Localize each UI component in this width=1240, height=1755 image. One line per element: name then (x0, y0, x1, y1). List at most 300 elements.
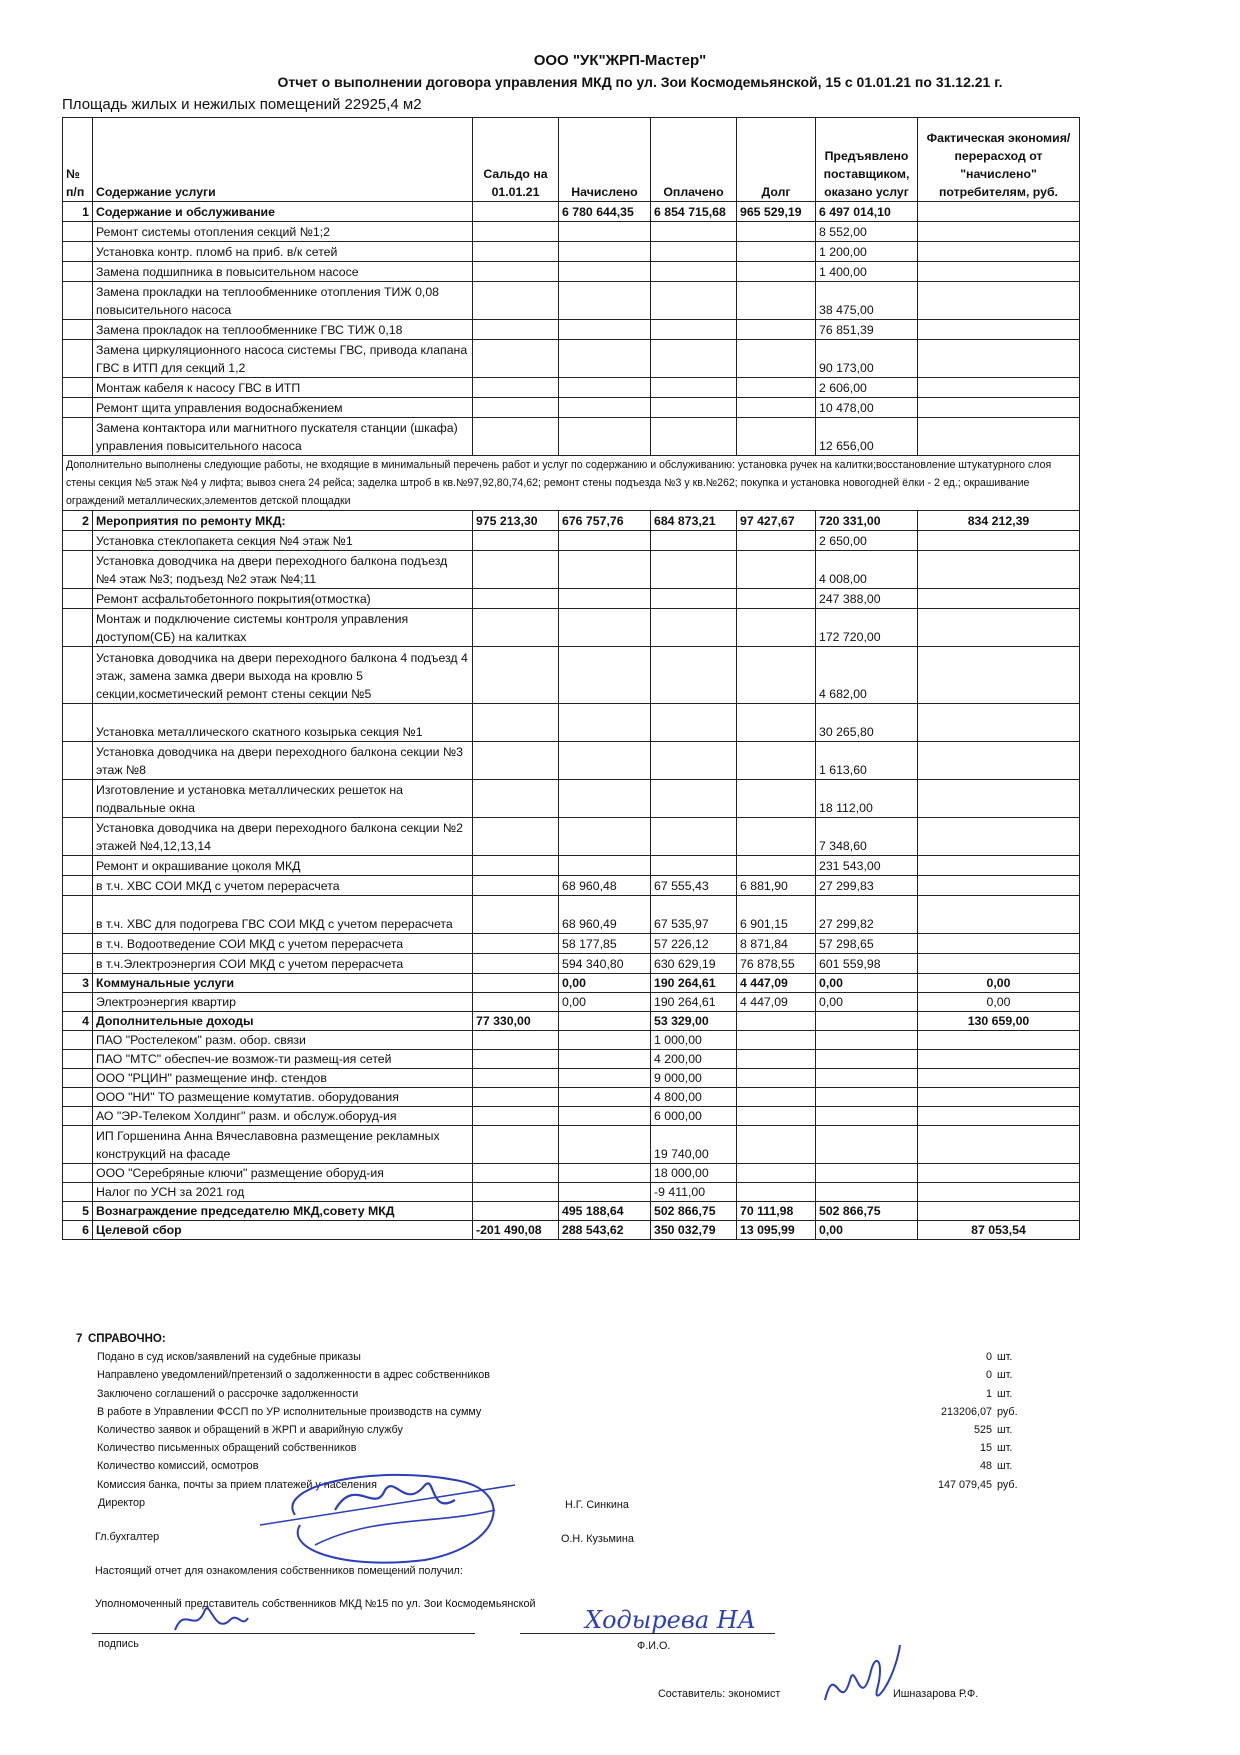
cell-supplier: 2 650,00 (816, 531, 918, 551)
cell-saldo: 77 330,00 (473, 1012, 559, 1031)
cell-saldo (473, 589, 559, 609)
table-row (63, 202, 1080, 222)
cell-debt (737, 340, 816, 378)
reference-value: 525 (973, 1423, 992, 1436)
cell-paid (651, 704, 737, 742)
cell-supplier: 0,00 (816, 1221, 918, 1240)
cell-service: Замена прокладки на теплообменнике отопления ТИЖ 0,08 повысительного насоса (93, 282, 473, 320)
cell-charged (559, 262, 651, 282)
cell-savings: 0,00 (918, 974, 1080, 993)
cell-service: Установка доводчика на двери переходного балкона 4 подъезд 4 этаж, замена замка двери выхода на кровлю 5 секции,косметический ремонт стены секции №5 (93, 647, 473, 704)
cell-no (63, 609, 93, 647)
cell-supplier (816, 1088, 918, 1107)
cell-service: Установка доводчика на двери переходного балкона секции №2 этажей №4,12,13,14 (93, 818, 473, 856)
cell-no (63, 647, 93, 704)
cell-no (63, 378, 93, 398)
reference-label: Количество комиссий, осмотров (97, 1460, 259, 1473)
cell-savings (918, 742, 1080, 780)
cell-saldo (473, 934, 559, 954)
cell-no (63, 589, 93, 609)
cell-paid: 4 200,00 (651, 1050, 737, 1069)
reference-item (62, 1403, 1062, 1421)
cell-paid: 684 873,21 (651, 511, 737, 531)
cell-charged (559, 1107, 651, 1126)
cell-debt (737, 1107, 816, 1126)
table-row (63, 398, 1080, 418)
cell-no: 1 (63, 202, 93, 222)
cell-savings (918, 531, 1080, 551)
cell-savings (918, 1069, 1080, 1088)
cell-saldo (473, 202, 559, 222)
cell-no (63, 262, 93, 282)
representative-text: Уполномоченный представитель собственников МКД №15 по ул. Зои Космодемьянской (95, 1598, 536, 1610)
reference-unit: шт. (997, 1423, 1013, 1436)
cell-charged (559, 282, 651, 320)
cell-charged (559, 1183, 651, 1202)
cell-paid: 350 032,79 (651, 1221, 737, 1240)
cell-charged: 6 780 644,35 (559, 202, 651, 222)
cell-paid (651, 531, 737, 551)
reference-unit: руб. (997, 1405, 1018, 1418)
cell-saldo (473, 1107, 559, 1126)
cell-savings (918, 780, 1080, 818)
cell-no (63, 1069, 93, 1088)
reference-number: 7 (76, 1333, 83, 1345)
cell-supplier: 502 866,75 (816, 1202, 918, 1221)
cell-paid: 67 535,97 (651, 896, 737, 934)
cell-service: Установка доводчика на двери переходного балкона секции №3 этаж №8 (93, 742, 473, 780)
reference-label: В работе в Управлении ФССП по УР исполнительные производств на сумму (97, 1405, 482, 1418)
cell-charged (559, 609, 651, 647)
cell-savings (918, 418, 1080, 456)
cell-service: Установка контр. пломб на приб. в/к сетей (93, 242, 473, 262)
cell-savings (918, 1088, 1080, 1107)
cell-supplier: 4 682,00 (816, 647, 918, 704)
cell-debt (737, 609, 816, 647)
cell-service: Содержание и обслуживание (93, 202, 473, 222)
cell-paid (651, 856, 737, 876)
table-row (63, 647, 1080, 704)
cell-debt (737, 1031, 816, 1050)
cell-debt: 70 111,98 (737, 1202, 816, 1221)
cell-service: Замена подшипника в повысительном насосе (93, 262, 473, 282)
cell-no (63, 742, 93, 780)
cell-charged: 68 960,49 (559, 896, 651, 934)
cell-paid (651, 378, 737, 398)
reference-value: 0 (985, 1351, 992, 1364)
cell-supplier: 601 559,98 (816, 954, 918, 974)
cell-supplier: 57 298,65 (816, 934, 918, 954)
cell-no (63, 398, 93, 418)
director-label: Директор (98, 1497, 146, 1509)
cell-supplier: 90 173,00 (816, 340, 918, 378)
cell-supplier (816, 1012, 918, 1031)
table-note-section (63, 456, 1080, 511)
fio-line (520, 1633, 775, 1634)
reference-item (62, 1348, 1062, 1366)
reference-item (62, 1457, 1062, 1475)
table-row (63, 974, 1080, 993)
col-charged: Начислено (559, 118, 651, 202)
reference-unit: шт. (997, 1351, 1013, 1364)
cell-no: 5 (63, 1202, 93, 1221)
reference-label: Комиссия банка, почты за прием платежей у населения (97, 1478, 377, 1491)
cell-charged (559, 780, 651, 818)
reference-value: 147 079,45 (937, 1478, 992, 1491)
cell-debt: 6 881,90 (737, 876, 816, 896)
table-row (63, 222, 1080, 242)
cell-paid: 190 264,61 (651, 993, 737, 1012)
cell-paid (651, 222, 737, 242)
cell-paid: 1 000,00 (651, 1031, 737, 1050)
cell-paid (651, 262, 737, 282)
cell-supplier: 18 112,00 (816, 780, 918, 818)
cell-debt (737, 222, 816, 242)
table-row (63, 993, 1080, 1012)
cell-service: Ремонт щита управления водоснабжением (93, 398, 473, 418)
table-row (63, 1050, 1080, 1069)
cell-charged (559, 1069, 651, 1088)
table-row (63, 742, 1080, 780)
cell-service: Установка доводчика на двери переходного балкона подъезд №4 этаж №3; подъезд №2 этаж №4;11 (93, 551, 473, 589)
col-saldo: Сальдо на 01.01.21 (473, 118, 559, 202)
cell-savings (918, 378, 1080, 398)
cell-supplier (816, 1183, 918, 1202)
reference-value: 15 (979, 1442, 992, 1455)
cell-savings (918, 856, 1080, 876)
cell-no (63, 418, 93, 456)
cell-supplier: 76 851,39 (816, 320, 918, 340)
cell-supplier: 172 720,00 (816, 609, 918, 647)
cell-supplier: 0,00 (816, 974, 918, 993)
cell-savings (918, 320, 1080, 340)
cell-debt (737, 320, 816, 340)
cell-charged (559, 589, 651, 609)
reference-unit: шт. (997, 1369, 1013, 1382)
cell-service: Замена циркуляционного насоса системы ГВС, привода клапана ГВС в ИТП для секций 1,2 (93, 340, 473, 378)
cell-charged: 0,00 (559, 993, 651, 1012)
table-row (63, 609, 1080, 647)
cell-charged (559, 1050, 651, 1069)
cell-no (63, 993, 93, 1012)
cell-charged (559, 704, 651, 742)
reference-unit: руб. (997, 1478, 1018, 1491)
cell-debt (737, 589, 816, 609)
director-signature-stamp (255, 1455, 555, 1575)
cell-paid: 57 226,12 (651, 934, 737, 954)
table-row (63, 896, 1080, 934)
cell-debt (737, 1126, 816, 1164)
cell-saldo (473, 262, 559, 282)
cell-savings: 87 053,54 (918, 1221, 1080, 1240)
note-row (63, 456, 1080, 511)
table-row (63, 780, 1080, 818)
cell-paid: 53 329,00 (651, 1012, 737, 1031)
cell-saldo (473, 531, 559, 551)
cell-debt (737, 1069, 816, 1088)
cell-savings: 130 659,00 (918, 1012, 1080, 1031)
cell-supplier: 30 265,80 (816, 704, 918, 742)
cell-debt (737, 780, 816, 818)
col-paid: Оплачено (651, 118, 737, 202)
reference-item (62, 1476, 1062, 1494)
cell-charged (559, 1088, 651, 1107)
cell-charged: 68 960,48 (559, 876, 651, 896)
table-row (63, 378, 1080, 398)
table-header-row (63, 118, 1080, 202)
cell-supplier: 2 606,00 (816, 378, 918, 398)
table-row (63, 242, 1080, 262)
cell-service: в т.ч. Водоотведение СОИ МКД с учетом перерасчета (93, 934, 473, 954)
cell-supplier: 0,00 (816, 993, 918, 1012)
cell-charged: 58 177,85 (559, 934, 651, 954)
cell-paid: -9 411,00 (651, 1183, 737, 1202)
cell-paid: 190 264,61 (651, 974, 737, 993)
table-row (63, 1069, 1080, 1088)
reference-unit: шт. (997, 1387, 1013, 1400)
cell-saldo: -201 490,08 (473, 1221, 559, 1240)
cell-charged (559, 418, 651, 456)
cell-saldo (473, 551, 559, 589)
compiler-signature (815, 1640, 905, 1720)
reference-unit: шт. (997, 1442, 1013, 1455)
cell-charged (559, 378, 651, 398)
cell-debt (737, 282, 816, 320)
cell-savings (918, 1107, 1080, 1126)
cell-paid: 18 000,00 (651, 1164, 737, 1183)
signature-caption: подпись (98, 1638, 139, 1650)
cell-supplier: 38 475,00 (816, 282, 918, 320)
cell-saldo (473, 418, 559, 456)
cell-savings (918, 1202, 1080, 1221)
cell-service: Монтаж и подключение системы контроля управления доступом(СБ) на калитках (93, 609, 473, 647)
table-row (63, 1202, 1080, 1221)
cell-service: Ремонт системы отопления секций №1;2 (93, 222, 473, 242)
cell-saldo: 975 213,30 (473, 511, 559, 531)
cell-debt (737, 398, 816, 418)
cell-paid (651, 609, 737, 647)
cell-savings (918, 1050, 1080, 1069)
cell-paid (651, 589, 737, 609)
cell-service: ООО "НИ" ТО размещение комутатив. оборудования (93, 1088, 473, 1107)
reference-section (62, 1330, 1062, 1494)
cell-saldo (473, 1069, 559, 1088)
reference-label: Количество заявок и обращений в ЖРП и аварийную службу (97, 1423, 403, 1436)
cell-supplier: 27 299,83 (816, 876, 918, 896)
table-row (63, 704, 1080, 742)
cell-debt: 8 871,84 (737, 934, 816, 954)
cell-saldo (473, 704, 559, 742)
cell-charged (559, 531, 651, 551)
cell-service: в т.ч.Электроэнергия СОИ МКД с учетом перерасчета (93, 954, 473, 974)
cell-savings (918, 704, 1080, 742)
cell-charged (559, 398, 651, 418)
cell-debt (737, 704, 816, 742)
cell-no (63, 1031, 93, 1050)
cell-debt: 6 901,15 (737, 896, 816, 934)
cell-supplier: 1 200,00 (816, 242, 918, 262)
cell-no (63, 1164, 93, 1183)
additional-works-note: Дополнительно выполнены следующие работы, не входящие в минимальный перечень работ и услуг по содержанию и обслуживанию: установка ручек на калитки;восстановление штукатурного слоя стены секция №5 этаж №4 у лифта; вывоз снега 24 рейса; заделка штроб в кв.№97,92,80,74,62; ремонт стены подъезда №3 у кв.№262; покупка и установка новогодней ёлки - 2 ед.; окрашивание ограждений металлических,элементов детской площадки (63, 456, 1080, 511)
cell-savings (918, 876, 1080, 896)
cell-paid: 19 740,00 (651, 1126, 737, 1164)
cell-paid: 630 629,19 (651, 954, 737, 974)
cell-saldo (473, 896, 559, 934)
compiler-label: Составитель: экономист (658, 1688, 781, 1700)
table-row (63, 954, 1080, 974)
cell-no (63, 704, 93, 742)
cell-savings: 834 212,39 (918, 511, 1080, 531)
table-row (63, 1183, 1080, 1202)
cell-savings (918, 242, 1080, 262)
cell-service: Замена контактора или магнитного пускателя станции (шкафа) управления повысительного насоса (93, 418, 473, 456)
reference-label: Заключено соглашений о рассрочке задолженности (97, 1387, 359, 1400)
cell-service: ПАО "МТС" обеспеч-ие возмож-ти размещ-ия сетей (93, 1050, 473, 1069)
cell-paid (651, 418, 737, 456)
cell-supplier: 7 348,60 (816, 818, 918, 856)
director-name: Н.Г. Синкина (565, 1499, 629, 1511)
cell-saldo (473, 222, 559, 242)
cell-charged (559, 647, 651, 704)
cell-charged (559, 320, 651, 340)
cell-paid: 4 800,00 (651, 1088, 737, 1107)
cell-saldo (473, 320, 559, 340)
signature-line (92, 1633, 475, 1634)
cell-saldo (473, 993, 559, 1012)
table-row (63, 1126, 1080, 1164)
cell-no: 6 (63, 1221, 93, 1240)
table-row (63, 818, 1080, 856)
cell-supplier: 231 543,00 (816, 856, 918, 876)
cell-paid (651, 282, 737, 320)
cell-charged (559, 1031, 651, 1050)
cell-paid: 9 000,00 (651, 1069, 737, 1088)
representative-signature (170, 1600, 250, 1640)
cell-saldo (473, 1088, 559, 1107)
cell-savings (918, 818, 1080, 856)
cell-charged: 594 340,80 (559, 954, 651, 974)
reference-value: 213206,07 (940, 1405, 992, 1418)
cell-supplier: 8 552,00 (816, 222, 918, 242)
cell-no: 4 (63, 1012, 93, 1031)
table-row (63, 418, 1080, 456)
cell-no (63, 282, 93, 320)
cell-savings (918, 202, 1080, 222)
cell-service: ООО "РЦИН" размещение инф. стендов (93, 1069, 473, 1088)
accountant-name: О.Н. Кузьмина (561, 1533, 634, 1545)
cell-savings (918, 934, 1080, 954)
cell-savings (918, 896, 1080, 934)
col-supplier: Предъявлено поставщиком, оказано услуг (816, 118, 918, 202)
cell-saldo (473, 242, 559, 262)
cell-debt: 76 878,55 (737, 954, 816, 974)
cell-paid (651, 551, 737, 589)
cell-paid: 502 866,75 (651, 1202, 737, 1221)
report-table (62, 117, 1080, 1240)
cell-saldo (473, 398, 559, 418)
cell-debt (737, 531, 816, 551)
cell-savings (918, 551, 1080, 589)
cell-service: Вознаграждение председателю МКД,совету МКД (93, 1202, 473, 1221)
cell-no (63, 551, 93, 589)
cell-no (63, 856, 93, 876)
cell-charged: 288 543,62 (559, 1221, 651, 1240)
cell-saldo (473, 780, 559, 818)
cell-savings (918, 282, 1080, 320)
cell-service: Мероприятия по ремонту МКД: (93, 511, 473, 531)
cell-no (63, 1107, 93, 1126)
cell-debt (737, 742, 816, 780)
cell-supplier (816, 1050, 918, 1069)
cell-saldo (473, 974, 559, 993)
report-title: Отчет о выполнении договора управления МКД по ул. Зои Космодемьянской, 15 с 01.01.21 по 31.12.21 г. (277, 74, 1003, 90)
cell-saldo (473, 954, 559, 974)
cell-no (63, 320, 93, 340)
reference-value: 0 (985, 1369, 992, 1382)
table-row (63, 876, 1080, 896)
table-row (63, 856, 1080, 876)
cell-supplier (816, 1107, 918, 1126)
company-name: ООО "УК"ЖРП-Мастер" (533, 52, 707, 69)
cell-service: Электроэнергия квартир (93, 993, 473, 1012)
cell-saldo (473, 818, 559, 856)
cell-service: Дополнительные доходы (93, 1012, 473, 1031)
cell-no (63, 954, 93, 974)
cell-saldo (473, 1164, 559, 1183)
cell-service: ИП Горшенина Анна Вячеславовна размещение рекламных конструкций на фасаде (93, 1126, 473, 1164)
table-row (63, 340, 1080, 378)
cell-saldo (473, 340, 559, 378)
cell-savings (918, 398, 1080, 418)
cell-paid (651, 320, 737, 340)
cell-service: Изготовление и установка металлических решеток на подвальные окна (93, 780, 473, 818)
cell-service: в т.ч. ХВС для подогрева ГВС СОИ МКД с учетом перерасчета (93, 896, 473, 934)
cell-debt (737, 1050, 816, 1069)
cell-saldo (473, 1050, 559, 1069)
cell-paid (651, 647, 737, 704)
cell-paid (651, 242, 737, 262)
cell-debt: 13 095,99 (737, 1221, 816, 1240)
table-row (63, 934, 1080, 954)
handwritten-fio: Ходырева НА (585, 1606, 756, 1634)
cell-supplier: 247 388,00 (816, 589, 918, 609)
cell-debt (737, 818, 816, 856)
cell-supplier (816, 1164, 918, 1183)
cell-supplier (816, 1126, 918, 1164)
cell-charged (559, 856, 651, 876)
table-row (63, 551, 1080, 589)
cell-supplier: 720 331,00 (816, 511, 918, 531)
cell-debt: 4 447,09 (737, 974, 816, 993)
cell-charged (559, 742, 651, 780)
cell-savings (918, 262, 1080, 282)
cell-supplier: 12 656,00 (816, 418, 918, 456)
cell-debt (737, 242, 816, 262)
cell-savings (918, 589, 1080, 609)
cell-no (63, 934, 93, 954)
cell-debt (737, 262, 816, 282)
cell-saldo (473, 856, 559, 876)
cell-charged (559, 242, 651, 262)
table-body-section-2 (63, 511, 1080, 1240)
cell-supplier: 1 613,60 (816, 742, 918, 780)
col-savings: Фактическая экономия/перерасход от "начислено" потребителям, руб. (918, 118, 1080, 202)
reference-item (62, 1421, 1062, 1439)
cell-saldo (473, 876, 559, 896)
cell-savings (918, 1183, 1080, 1202)
table-row (63, 320, 1080, 340)
cell-charged: 0,00 (559, 974, 651, 993)
